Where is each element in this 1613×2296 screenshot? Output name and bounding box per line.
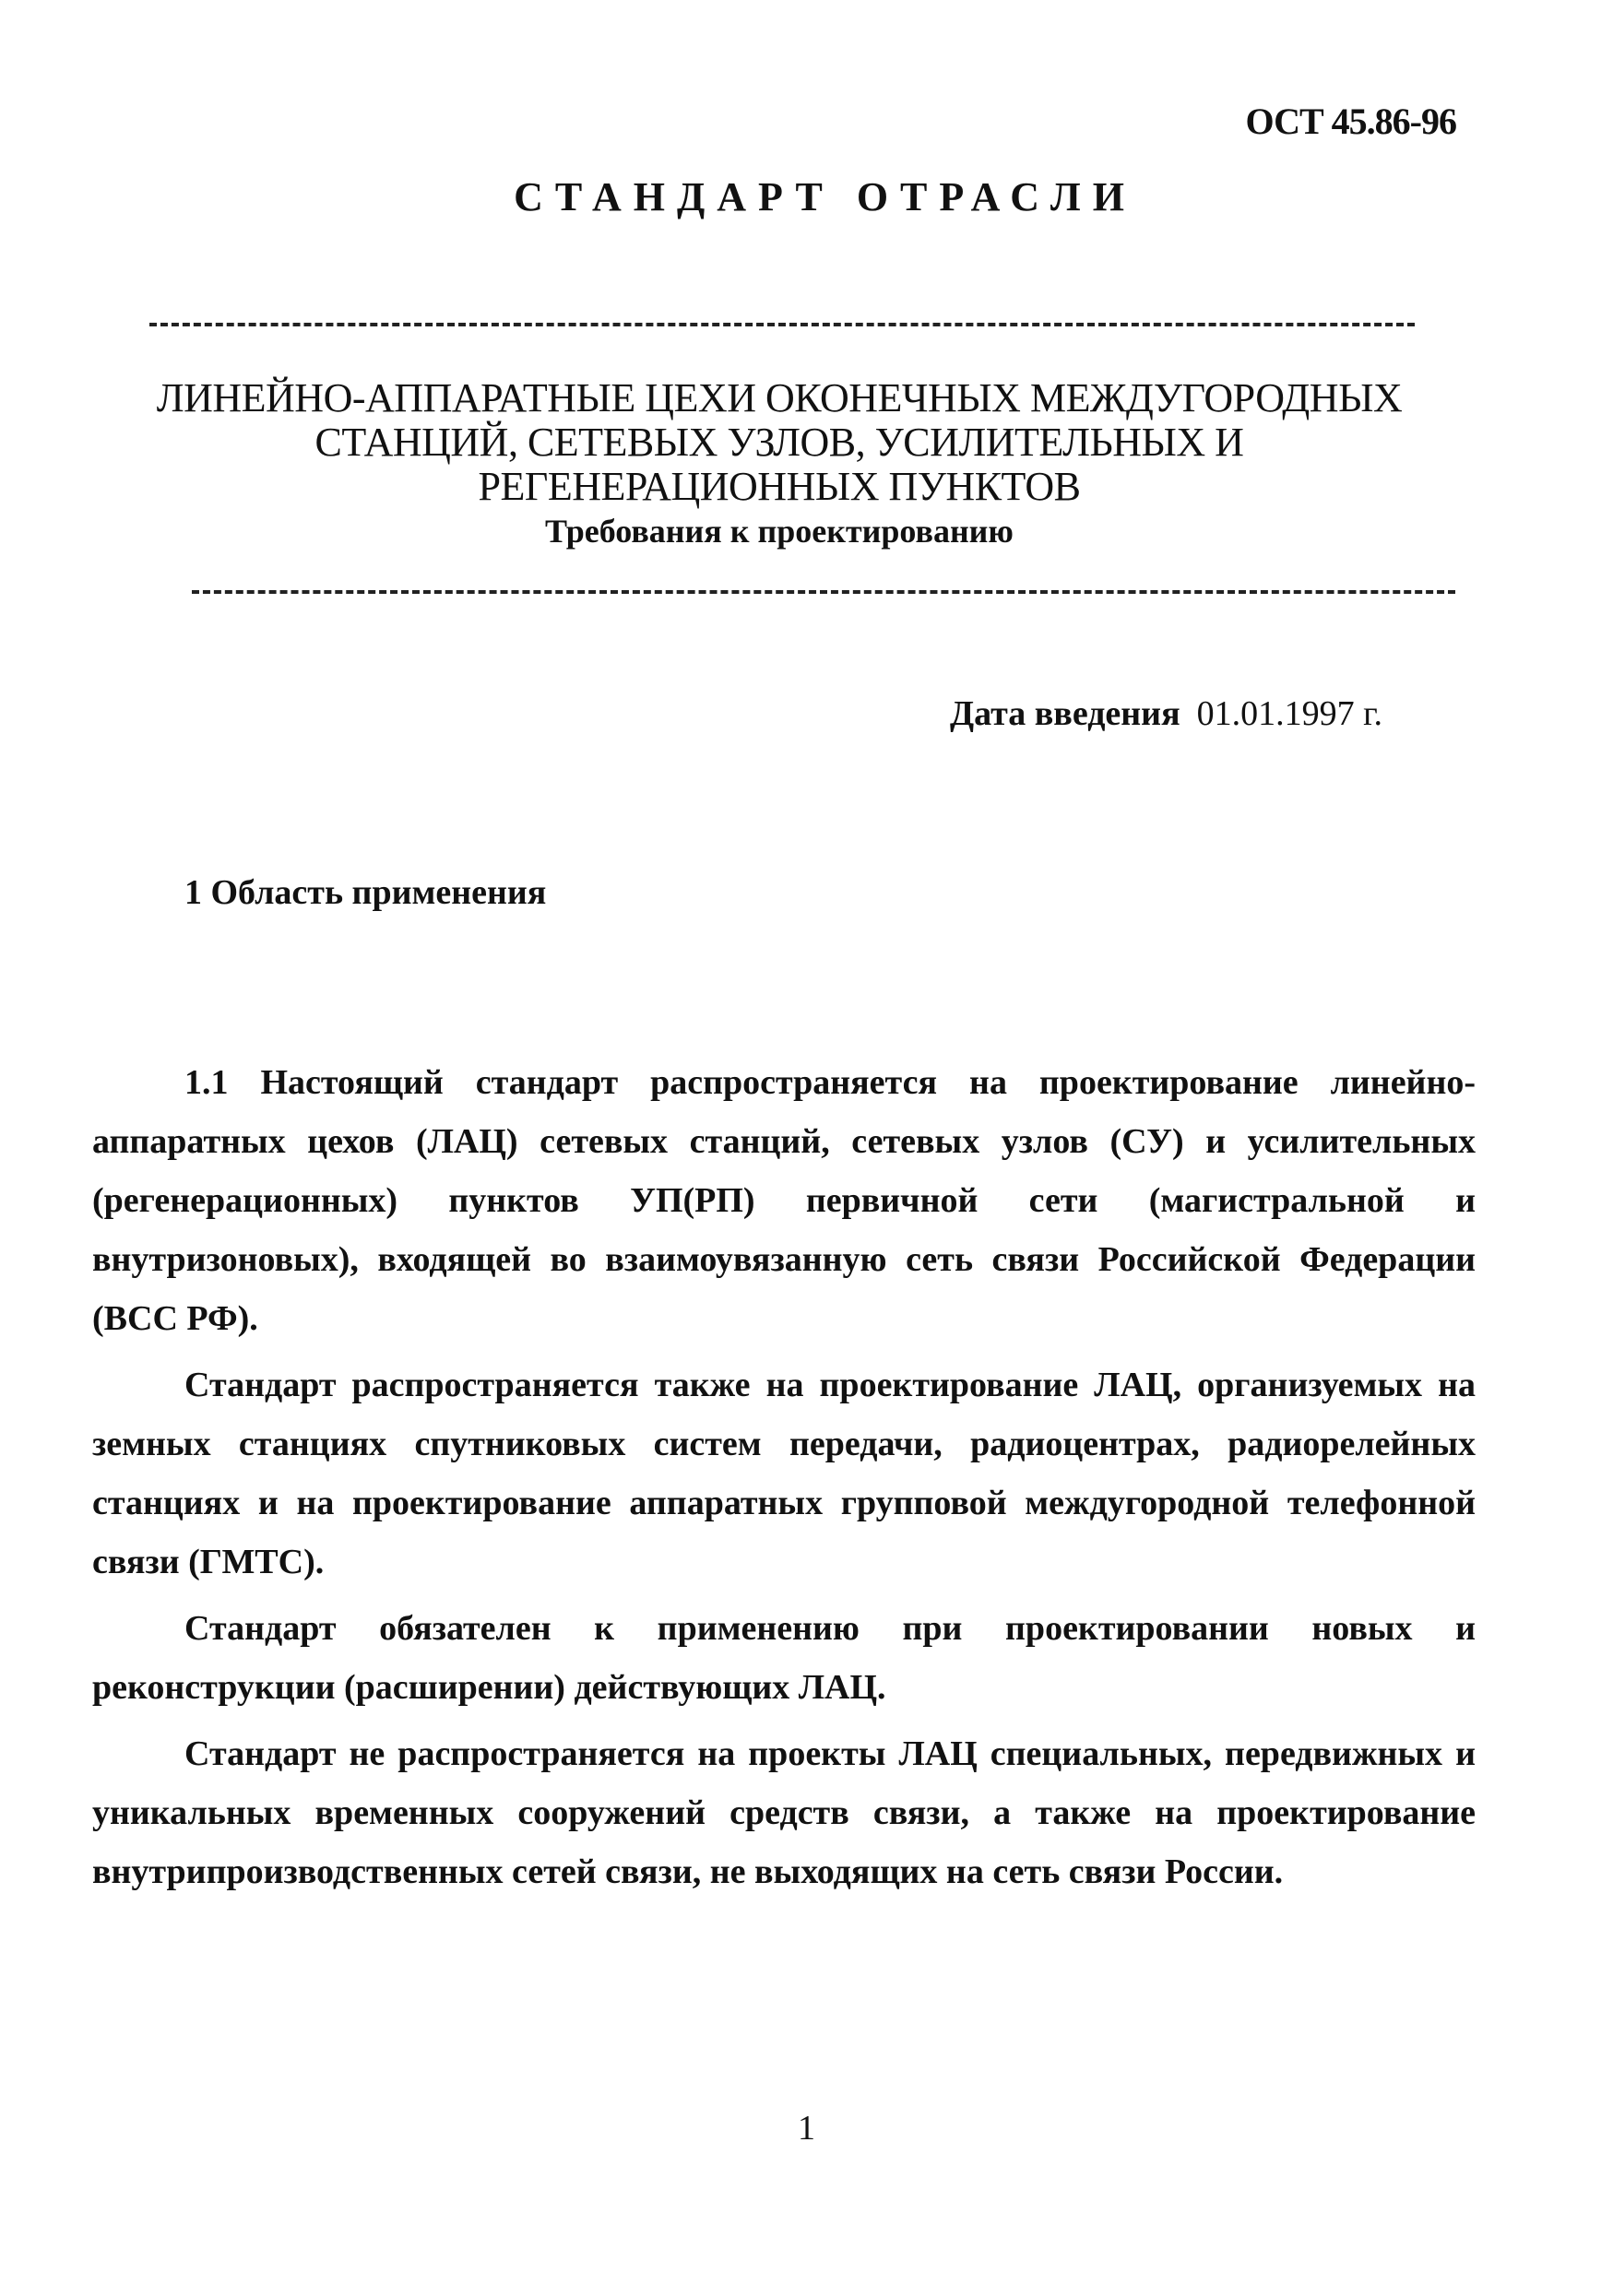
introduction-date-label: Дата введения: [950, 694, 1180, 733]
subtitle: Требования к проектированию: [545, 513, 1014, 550]
title-bottom-divider: [192, 590, 1455, 594]
title-line-2: СТАНЦИЙ, СЕТЕВЫХ УЗЛОВ, УСИЛИТЕЛЬНЫХ И: [314, 420, 1244, 465]
document-code: ОСТ 45.86-96: [1245, 101, 1456, 142]
introduction-date-value: 01.01.1997 г.: [1196, 694, 1382, 733]
paragraph: Стандарт не распространяется на проекты ЛАЦ специальных, передвижных и уникальных временных сооружений средств связи, а также на проектирование внутрипроизводственных сетей связи, не выходящих на сеть связи России.: [92, 1734, 1476, 1891]
paragraph: Стандарт распространяется также на проектирование ЛАЦ, организуемых на земных станциях спутниковых систем передачи, радиоцентрах, радиорелейных станциях и на проектирование аппаратных групповой междугородной телефонной связи (ГМТС).: [92, 1366, 1476, 1581]
paragraph: 1.1 Настоящий стандарт распространяется на проектирование линейно-аппаратных цехов (ЛАЦ) сетевых станций, сетевых узлов (СУ) и усилительных (регенерационных) пунктов УП(РП) первичной сети (магистральной и внутризоновых), входящей во взаимоувязанную сеть связи Российской Федерации (ВСС РФ).: [92, 1063, 1476, 1338]
title-line-3: РЕГЕНЕРАЦИОННЫХ ПУНКТОВ: [478, 464, 1081, 509]
paragraph: Стандарт обязателен к применению при проектировании новых и реконструкции (расширении) действующих ЛАЦ.: [92, 1609, 1476, 1707]
section-body: [92, 1053, 1476, 1909]
introduction-date: [950, 693, 1382, 734]
title-block: [111, 376, 1448, 551]
document-kind: СТАНДАРТ ОТРАСЛИ: [514, 174, 1136, 219]
title-top-divider: [149, 323, 1415, 326]
page-number: 1: [798, 2109, 815, 2148]
section-heading: 1 Область применения: [184, 873, 547, 912]
title-line-1: ЛИНЕЙНО-АППАРАТНЫЕ ЦЕХИ ОКОНЕЧНЫХ МЕЖДУГОРОДНЫХ: [156, 375, 1403, 420]
